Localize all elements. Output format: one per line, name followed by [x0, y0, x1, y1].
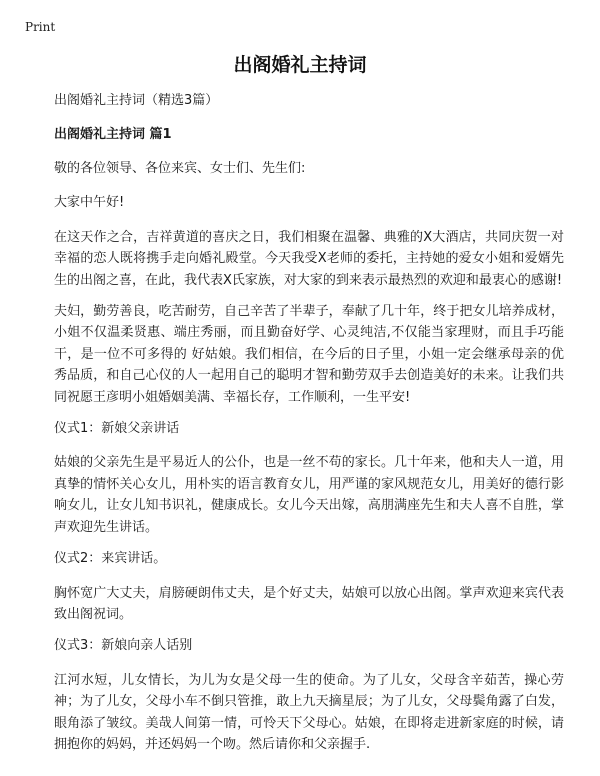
parents-paragraph: 夫妇，勤劳善良，吃苦耐劳，自己辛苦了半辈子，奉献了几十年，终于把女儿培养成材，小姐不仅温柔贤惠、端庄秀丽，而且勤奋好学、心灵纯洁,不仅能当家理财，而且手巧能干，是一位不可多得的 好姑娘。我们相信，在今后的日子里，小姐一定会继承母亲的优秀品质，和自己心仪的人一起用自己的聪明才智和勤劳双手去创造美好的未来。让我们共同祝愿王彦明小姐婚姻美满、幸福长存，工作顺利，一生平安!	[54, 304, 564, 405]
opening-paragraph: 在这天作之合，吉祥黄道的喜庆之日，我们相聚在温馨、典雅的X大酒店，共同庆贺一对幸福的恋人既将携手走向婚礼殿堂。今天我受X老师的委托，主持她的爱女小姐和爱婿先生的出阁之喜，在此，我代表X氏家族，对大家的到来表示最热烈的欢迎和最衷心的感谢!	[54, 229, 564, 288]
ceremony-step-2-paragraph: 胸怀宽广大丈夫，肩膀硬朗伟丈夫，是个好丈夫，姑娘可以放心出阁。掌声欢迎来宾代表致出阁祝词。	[54, 585, 564, 622]
ceremony-step-2-heading: 仪式2：来宾讲话。	[54, 551, 167, 567]
ceremony-step-3-heading: 仪式3：新娘向亲人话别	[54, 638, 193, 654]
section-heading: 出阁婚礼主持词 篇1	[54, 127, 172, 142]
document-subtitle: 出阁婚礼主持词（精选3篇）	[54, 93, 219, 108]
print-link[interactable]: Print	[25, 20, 56, 34]
greeting-paragraph: 敬的各位领导、各位来宾、女士们、先生们:	[54, 161, 306, 176]
document-title: 出阁婚礼主持词	[233, 54, 367, 76]
ceremony-step-1-paragraph: 姑娘的父亲先生是平易近人的公仆，也是一丝不苟的家长。几十年来，他和夫人一道，用真挚的情怀关心女儿，用朴实的语言教育女儿，用严谨的家风规范女儿，用美好的德行影响女儿，让女儿知书识礼，健康成长。女儿今天出嫁，高朋满座先生和夫人喜不自胜，掌声欢迎先生讲话。	[54, 455, 564, 535]
greeting-line: 大家中午好!	[54, 195, 125, 211]
ceremony-step-3-paragraph: 江河水短，儿女情长，为儿为女是父母一生的使命。为了儿女，父母含辛茹苦，操心劳神；为了儿女，父母小车不倒只管推，敢上九天摘星辰；为了儿女，父母鬓角露了白发，眼角添了皱纹。美哉人间第一情，可怜天下父母心。姑娘，在即将走进新家庭的时候，请拥抱你的妈妈，并还妈妈一个吻。然后请你和父亲握手.	[54, 672, 564, 752]
ceremony-step-1-heading: 仪式1：新娘父亲讲话	[54, 421, 180, 437]
document-body	[54, 91, 564, 765]
